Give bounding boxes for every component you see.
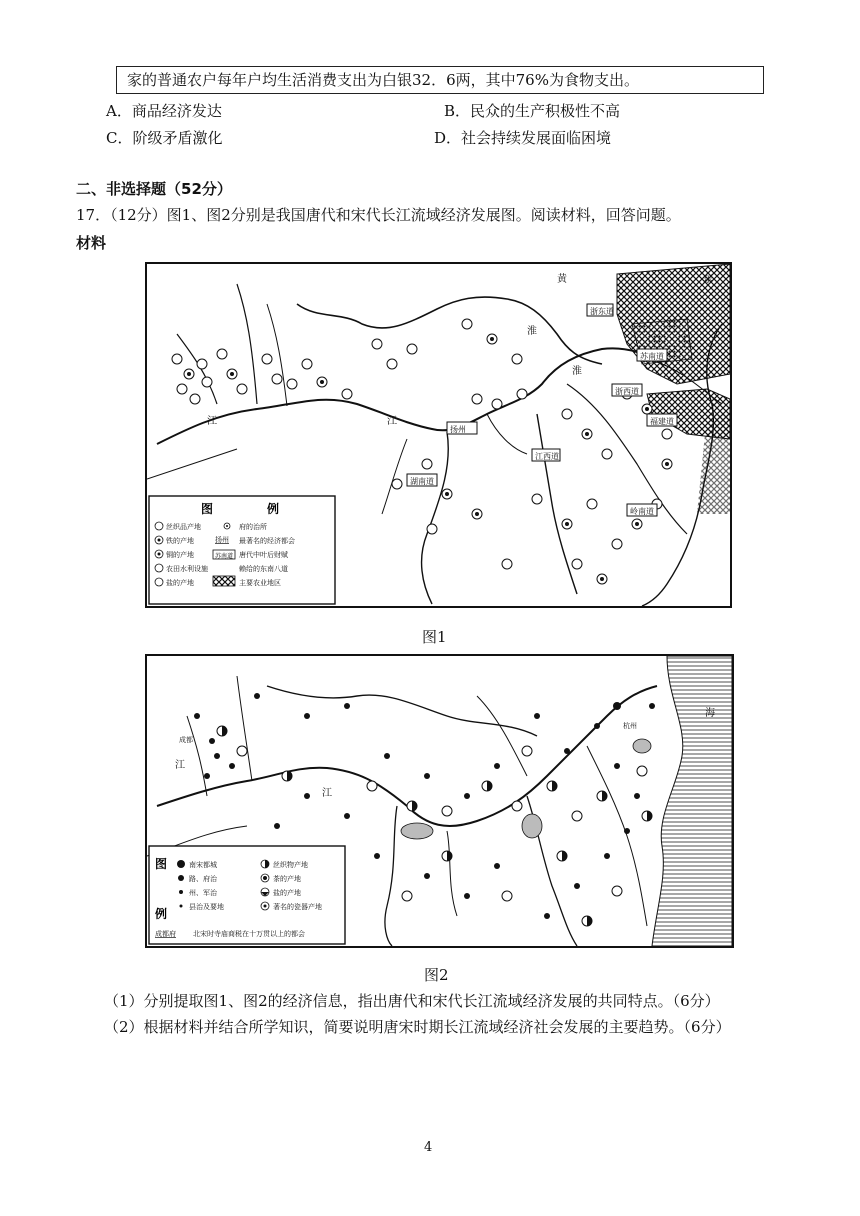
map1-label-lingnan: 岭南道	[630, 507, 654, 516]
legend-item: 著名的瓷器产地	[273, 903, 322, 911]
figure-1-map	[145, 262, 732, 608]
map2-label-chengdu: 成都	[179, 736, 193, 744]
map1-label-fujian: 福建道	[650, 417, 674, 426]
option-d	[434, 127, 611, 148]
option-letter: C．	[106, 129, 133, 147]
map1-label-zhedong: 浙东道	[590, 307, 614, 316]
legend-item: 盐的产地	[166, 579, 194, 587]
figure-1-map-drawing	[147, 264, 730, 606]
option-letter: A．	[106, 102, 132, 120]
legend-title-2: 例	[267, 502, 280, 516]
sub-question-2: （2）根据材料并结合所学知识，简要说明唐宋时期长江流域经济社会发展的主要趋势。（6分）	[104, 1018, 731, 1036]
option-letter: D．	[434, 129, 462, 147]
legend-title-2: 例	[155, 907, 168, 921]
map2-label-jiang-2: 江	[322, 788, 332, 799]
material-box-text: 家的普通农户每年户均生活消费支出为白银32．6两，其中76%为食物支出。	[116, 66, 764, 94]
section-title: 二、非选择题（52分）	[76, 180, 232, 198]
option-b	[444, 100, 620, 121]
map2-label-sea: 海	[705, 708, 715, 719]
figure-2-caption: 图2	[424, 966, 449, 984]
legend-item: 丝织品产地	[166, 523, 201, 531]
legend-sample-city: 扬州	[215, 536, 229, 544]
figure-1-legend	[149, 496, 335, 604]
map1-label-huai: 淮	[527, 326, 537, 337]
legend-item: 农田水利设施	[166, 565, 208, 573]
sub-question-1: （1）分别提取图1、图2的经济信息，指出唐代和宋代长江流域经济发展的共同特点。（6分）	[104, 992, 720, 1010]
legend-item: 县治及要地	[189, 903, 224, 911]
legend-title-1: 图	[155, 857, 168, 871]
map1-label-yangzhou: 扬州	[450, 425, 466, 434]
legend-footnote-sample: 成都府	[155, 930, 176, 938]
map1-label-huang: 黄	[557, 274, 567, 285]
map1-label-jiang-2: 江	[387, 416, 397, 427]
legend-item: 盐的产地	[273, 889, 301, 897]
legend-item: 铁的产地	[166, 537, 194, 545]
figure-2-map-drawing	[147, 656, 732, 946]
legend-item: 铜的产地	[166, 551, 194, 559]
map1-label-east: 东	[703, 274, 713, 285]
option-letter: B．	[444, 102, 471, 120]
legend-item: 唐代中叶后财赋	[239, 551, 288, 559]
option-a	[106, 100, 222, 121]
legend-item: 最著名的经济都会	[239, 537, 295, 545]
figure-2-map	[145, 654, 734, 948]
figure-1-caption: 图1	[422, 628, 447, 646]
legend-item: 茶的产地	[273, 875, 301, 883]
map1-label-jiang: 江	[207, 416, 217, 427]
legend-item: 路、府治	[189, 875, 217, 883]
map2-label-jiang: 江	[175, 760, 185, 771]
legend-item: 南宋都城	[189, 861, 217, 869]
material-label: 材料	[76, 234, 107, 252]
map1-label-hunan: 湖南道	[410, 477, 434, 486]
figure-2-legend	[149, 846, 345, 944]
option-text: 商品经济发达	[131, 102, 222, 120]
legend-item: 州、军治	[189, 889, 217, 897]
map2-label-hangzhou: 杭州	[623, 722, 637, 730]
legend-footnote: 北宋时寺庙商税在十万贯以上的都会	[193, 930, 305, 938]
map1-label-huai-2: 淮	[572, 366, 582, 377]
option-text: 阶级矛盾激化	[132, 129, 223, 147]
option-text: 民众的生产积极性不高	[470, 102, 621, 120]
legend-sample-box: 苏南道	[215, 553, 234, 560]
question-17-stem: 17．（12分）图1、图2分别是我国唐代和宋代长江流域经济发展图。阅读材料，回答问题。	[76, 206, 681, 224]
legend-item: 赖给的东南八道	[239, 565, 288, 573]
legend-item: 丝织物产地	[273, 861, 308, 869]
legend-item: 主要农业地区	[239, 579, 281, 587]
option-c	[106, 127, 223, 148]
page-number: 4	[424, 1140, 433, 1155]
map1-label-zhexi: 浙西道	[615, 387, 639, 396]
legend-title-1: 图	[201, 502, 214, 516]
map1-label-jiangxi: 江西道	[535, 452, 559, 461]
option-text: 社会持续发展面临困境	[461, 129, 612, 147]
legend-item: 府的治所	[239, 523, 267, 531]
map1-label-sunan: 苏南道	[640, 352, 664, 361]
